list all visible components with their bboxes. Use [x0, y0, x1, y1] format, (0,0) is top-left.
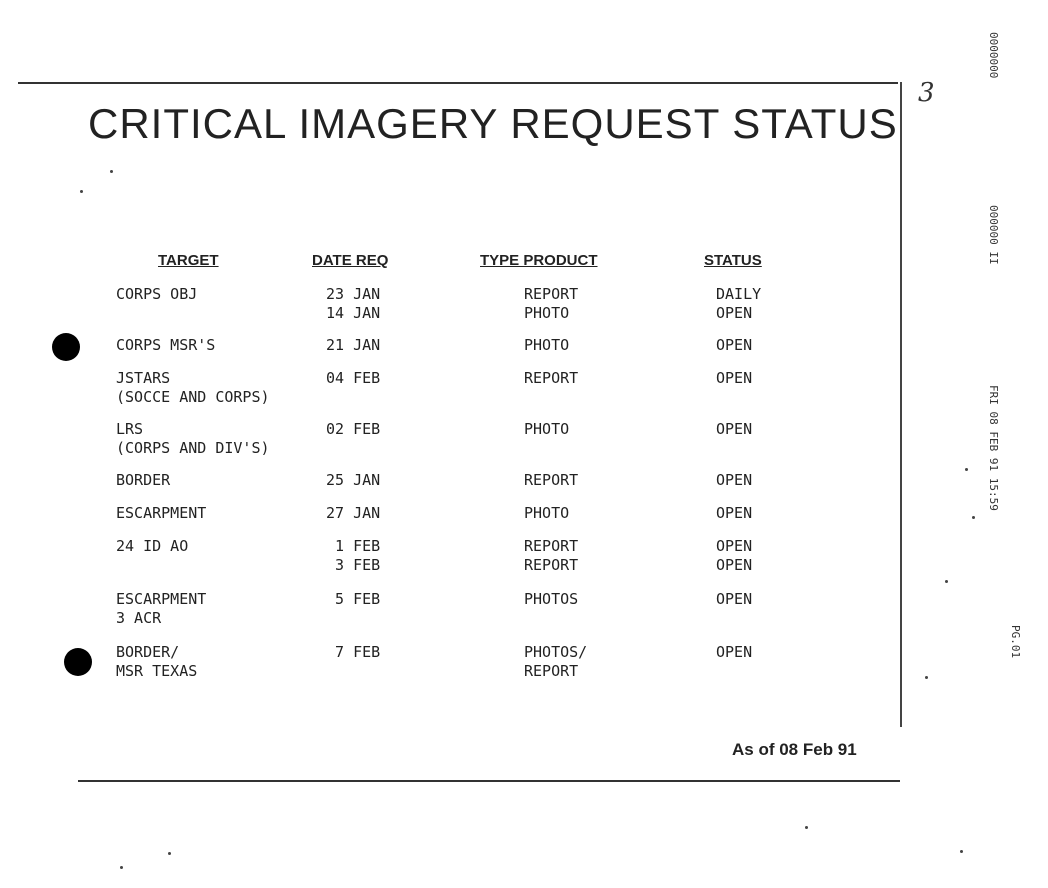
row-8-date: 5 FEB — [326, 590, 381, 608]
scan-speck — [972, 516, 975, 519]
bottom-rule — [78, 780, 900, 782]
row-5-type: REPORT — [524, 471, 579, 489]
fax-header-stamp: FRI 08 FEB 91 15:59 — [987, 385, 1000, 511]
as-of-date: As of 08 Feb 91 — [732, 740, 857, 759]
bates-stamp-mid: 000000 II — [987, 205, 1000, 265]
row-6-status: OPEN — [716, 504, 753, 522]
row-7-status: OPEN OPEN — [716, 537, 753, 574]
row-8-target: ESCARPMENT 3 ACR — [116, 590, 207, 627]
row-8-type: PHOTOS — [524, 590, 579, 608]
scan-speck — [80, 190, 83, 193]
row-7-target: 24 ID AO — [116, 537, 189, 555]
row-5-status: OPEN — [716, 471, 753, 489]
row-6-target: ESCARPMENT — [116, 504, 207, 522]
scan-speck — [168, 852, 171, 855]
row-3-status: OPEN — [716, 369, 753, 387]
row-2-date: 21 JAN — [326, 336, 381, 354]
row-8-status: OPEN — [716, 590, 753, 608]
row-9-status: OPEN — [716, 643, 753, 661]
row-4-status: OPEN — [716, 420, 753, 438]
row-6-type: PHOTO — [524, 504, 570, 522]
punch-hole-upper — [52, 333, 80, 361]
handwritten-page-mark: 3 — [918, 78, 935, 108]
row-3-target: JSTARS (SOCCE AND CORPS) — [116, 369, 270, 406]
row-5-date: 25 JAN — [326, 471, 381, 489]
row-5-target: BORDER — [116, 471, 171, 489]
scan-speck — [945, 580, 948, 583]
row-2-target: CORPS MSR'S — [116, 336, 216, 354]
document-title: CRITICAL IMAGERY REQUEST STATUS — [88, 100, 898, 147]
header-status: STATUS — [704, 252, 762, 269]
row-9-date: 7 FEB — [326, 643, 381, 661]
row-1-status: DAILY OPEN — [716, 285, 762, 322]
row-1-type: REPORT PHOTO — [524, 285, 579, 322]
row-4-target: LRS (CORPS AND DIV'S) — [116, 420, 270, 457]
row-4-type: PHOTO — [524, 420, 570, 438]
row-1-target: CORPS OBJ — [116, 285, 198, 303]
row-6-date: 27 JAN — [326, 504, 381, 522]
row-9-target: BORDER/ MSR TEXAS — [116, 643, 198, 680]
row-2-status: OPEN — [716, 336, 753, 354]
row-3-type: REPORT — [524, 369, 579, 387]
row-3-date: 04 FEB — [326, 369, 381, 387]
top-rule — [18, 82, 898, 84]
page-number-stamp: PG.01 — [1009, 625, 1022, 659]
header-date-req: DATE REQ — [312, 252, 389, 269]
scan-speck — [960, 850, 963, 853]
header-type-product: TYPE PRODUCT — [480, 252, 598, 269]
punch-hole-lower — [64, 648, 92, 676]
row-7-date: 1 FEB 3 FEB — [335, 537, 381, 574]
scan-speck — [925, 676, 928, 679]
bates-stamp-top: 0000000 — [987, 32, 1000, 79]
row-9-type: PHOTOS/ REPORT — [524, 643, 588, 680]
scan-speck — [110, 170, 113, 173]
row-1-date: 23 JAN 14 JAN — [326, 285, 381, 322]
scan-speck — [805, 826, 808, 829]
scan-speck — [120, 866, 123, 869]
header-target: TARGET — [158, 252, 219, 269]
row-2-type: PHOTO — [524, 336, 570, 354]
row-4-date: 02 FEB — [326, 420, 381, 438]
scan-speck — [965, 468, 968, 471]
right-border-rule — [900, 82, 902, 727]
row-7-type: REPORT REPORT — [524, 537, 579, 574]
